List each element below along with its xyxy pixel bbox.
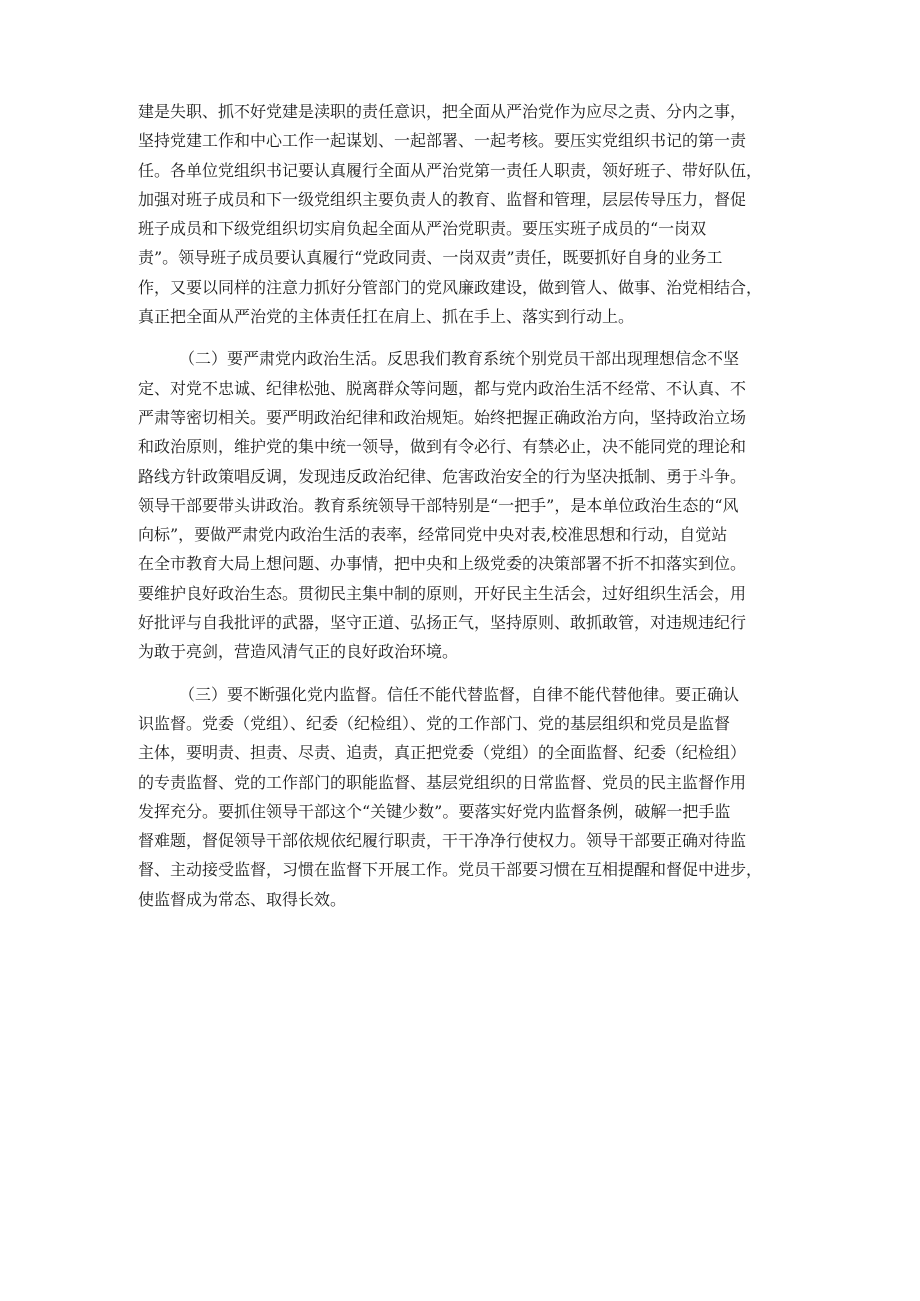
text-line: （二）要严肃党内政治生活。反思我们教育系统个别党员干部出现理想信念不坚 <box>179 349 740 369</box>
text-line: 真正把全面从严治党的主体责任扛在肩上、抓在手上、落实到行动上。 <box>138 307 635 327</box>
text-line: 坚持党建工作和中心工作一起谋划、一起部署、一起考核。要压实党组织书记的第一责 <box>138 131 747 151</box>
text-line: 领导干部要带头讲政治。教育系统领导干部特别是“一把手”，是本单位政治生态的“风 <box>138 495 739 515</box>
text-line: 识监督。党委（党组）、纪委（纪检组）、党的工作部门、党的基层组织和党员是监督 <box>138 713 731 733</box>
text-line: 督难题，督促领导干部依规依纪履行职责，干干净净行使权力。领导干部要正确对待监 <box>138 831 747 851</box>
text-line: 督、主动接受监督，习惯在监督下开展工作。党员干部要习惯在互相提醒和督促中进步， <box>138 860 763 880</box>
paragraph-supervision <box>138 680 818 914</box>
text-line: 严肃等密切相关。要严明政治纪律和政治规矩。始终把握正确政治方向，坚持政治立场 <box>138 407 747 427</box>
text-line: 发挥充分。要抓住领导干部这个“关键少数”。要落实好党内监督条例，破解一把手监 <box>138 801 731 821</box>
text-line: 在全市教育大局上想问题、办事情，把中央和上级党委的决策部署不折不扣落实到位。 <box>138 554 747 574</box>
text-line: 主体，要明责、担责、尽责、追责，真正把党委（党组）的全面监督、纪委（纪检组） <box>138 743 747 763</box>
text-line: 为敢于亮剑，营造风清气正的良好政治环境。 <box>138 642 459 662</box>
text-line: 路线方针政策唱反调，发现违反政治纪律、危害政治安全的行为坚决抵制、勇于斗争。 <box>138 466 747 486</box>
paragraph-responsibility <box>138 97 818 331</box>
text-line: 班子成员和下级党组织切实肩负起全面从严治党职责。要压实班子成员的“一岗双 <box>138 219 707 239</box>
text-line: 作，又要以同样的注意力抓好分管部门的党风廉政建设，做到管人、做事、治党相结合， <box>138 277 763 297</box>
text-line: 定、对党不忠诚、纪律松弛、脱离群众等问题，都与党内政治生活不经常、不认真、不 <box>138 378 747 398</box>
text-line: 责”。领导班子成员要认真履行“党政同责、一岗双责”责任，既要抓好自身的业务工 <box>138 248 723 268</box>
text-line: 建是失职、抓不好党建是渎职的责任意识，把全面从严治党作为应尽之责、分内之事， <box>138 102 747 121</box>
text-line: 和政治原则，维护党的集中统一领导，做到有令必行、有禁必止，决不能同党的理论和 <box>138 437 747 457</box>
text-line: 好批评与自我批评的武器，坚守正道、弘扬正气，坚持原则、敢抓敢管，对违规违纪行 <box>138 613 747 633</box>
text-line: 加强对班子成员和下一级党组织主要负责人的教育、监督和管理，层层传导压力，督促 <box>138 189 747 209</box>
text-line: （三）要不断强化党内监督。信任不能代替监督，自律不能代替他律。要正确认 <box>179 684 740 704</box>
text-line: 的专责监督、党的工作部门的职能监督、基层党组织的日常监督、党员的民主监督作用 <box>138 772 747 792</box>
text-line: 向标”，要做严肃党内政治生活的表率，经常同党中央对表,校准思想和行动，自觉站 <box>138 525 728 545</box>
paragraph-political-life <box>138 344 818 666</box>
text-line: 任。各单位党组织书记要认真履行全面从严治党第一责任人职责，领好班子、带好队伍， <box>138 160 763 180</box>
text-line: 要维护良好政治生态。贯彻民主集中制的原则，开好民主生活会，过好组织生活会，用 <box>138 583 747 603</box>
document-body <box>138 97 818 927</box>
text-line: 使监督成为常态、取得长效。 <box>138 889 347 909</box>
